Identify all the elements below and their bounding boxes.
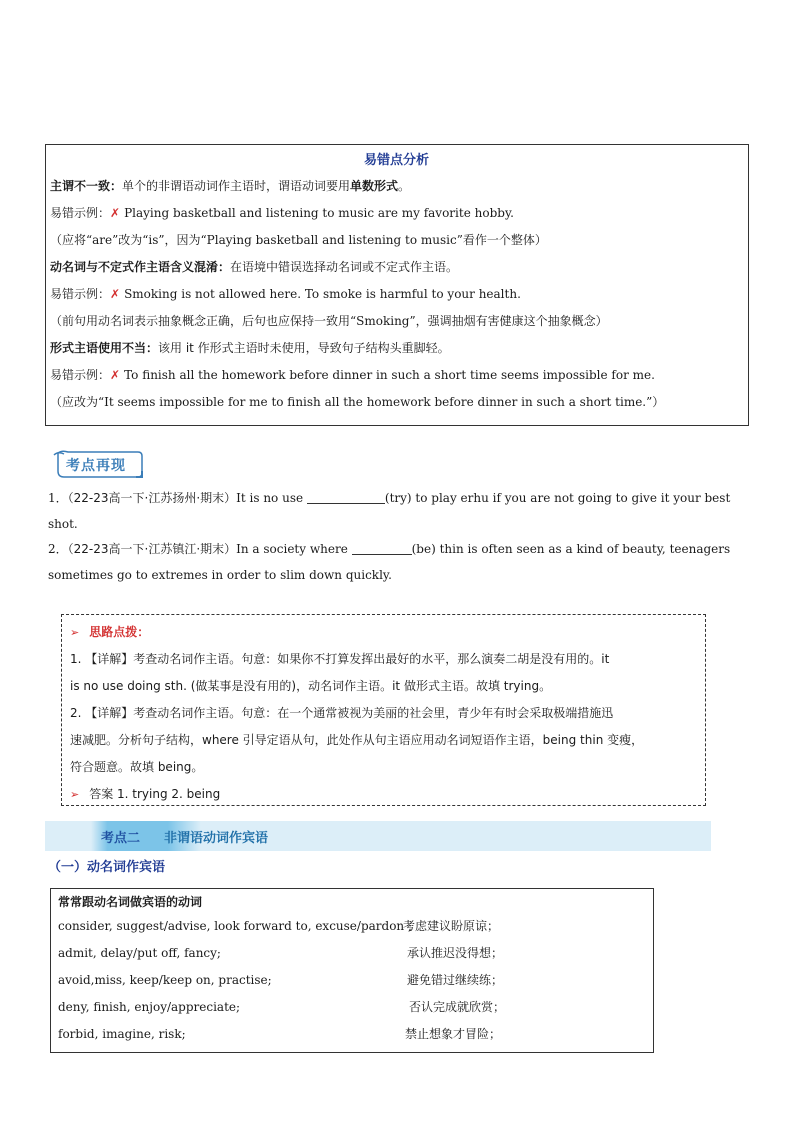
arrow-icon: ➢ [70, 626, 80, 639]
correction-3: （应改为“It seems impossible for me to finish all the homework before dinner in such a short time.”） [50, 395, 665, 409]
question-1-cont: shot. [48, 517, 78, 531]
question-2: 2．（22-23高一下·江苏镇江·期末）In a society where (be) thin is often seen as a kind of beauty, teenagers [48, 542, 731, 556]
answer-line: ➢ 答案 1. trying 2. being [70, 787, 221, 801]
list-item: forbid, imagine, risk; 禁止想象才冒险； [58, 1027, 502, 1041]
subheading: （一）动名词作宾语 [48, 860, 166, 875]
detail-2a: 2. 【详解】考查动名词作主语。句意：在一个通常被视为美丽的社会里，青少年有时会采取极端措施迅 [70, 706, 614, 720]
point-head: 主谓不一致： [50, 179, 123, 193]
answer-blank[interactable] [307, 490, 385, 504]
review-badge [52, 449, 144, 479]
question-2-cont: sometimes go to extremes in order to slim down quickly. [48, 568, 392, 582]
list-item: admit, delay/put off, fancy; 承认推迟没得想； [58, 946, 504, 960]
detail-2b: 速减肥。分析句子结构，where 引导定语从句，此处作从句主语应用动名词短语作主语，being thin 变瘦， [70, 733, 644, 747]
error-analysis-box [45, 144, 749, 426]
arrow-icon: ➢ [70, 788, 80, 801]
verb-table [50, 888, 654, 1053]
tips-box [61, 614, 706, 806]
point-subject-verb: 主谓不一致：单个的非谓语动词作主语时，谓语动词要用单数形式。 [50, 179, 411, 193]
tips-header: ➢ 思路点拨： [70, 625, 150, 639]
list-item: consider, suggest/advise, look forward to, excuse/pardon ; 考虑建议盼原谅； [58, 919, 500, 933]
list-item: deny, finish, enjoy/appreciate; 否认完成就欣赏； [58, 1000, 506, 1014]
correction-1: （应将“are”改为“is”，因为“Playing basketball and listening to music”看作一个整体） [50, 233, 547, 247]
detail-1b: is no use doing sth. (做某事是没有用的)，动名词作主语。it 做形式主语。故填 trying。 [70, 679, 552, 693]
section-title: 非谓语动词作宾语 [164, 831, 269, 846]
correction-2: （前句用动名词表示抽象概念正确，后句也应保持一致用“Smoking”，强调抽烟有害健康这个抽象概念） [50, 314, 608, 328]
detail-2c: 符合题意。故填 being。 [70, 760, 204, 774]
cross-icon: ✗ [110, 368, 121, 382]
point-formal-subject: 形式主语使用不当：该用 it 作形式主语时未使用，导致句子结构头重脚轻。 [50, 341, 450, 355]
badge-label: 考点再现 [66, 458, 126, 474]
cross-icon: ✗ [110, 287, 121, 301]
cross-icon: ✗ [110, 206, 121, 220]
error-example-1: 易错示例：✗ Playing basketball and listening to music are my favorite hobby. [50, 206, 514, 220]
error-example-2: 易错示例：✗ Smoking is not allowed here. To smoke is harmful to your health. [50, 287, 521, 301]
answer-blank[interactable] [352, 541, 412, 555]
point-gerund-infinitive: 动名词与不定式作主语含义混淆：在语境中错误选择动名词或不定式作主语。 [50, 260, 459, 274]
section-tag: 考点二 [101, 831, 141, 846]
verb-table-title: 常常跟动名词做宾语的动词 [58, 895, 203, 909]
list-item: avoid,miss, keep/keep on, practise; 避免错过继续练； [58, 973, 504, 987]
error-example-3: 易错示例：✗ To finish all the homework before dinner in such a short time seems impossible for me. [50, 368, 655, 382]
detail-1a: 1. 【详解】考查动名词作主语。句意：如果你不打算发挥出最好的水平，那么演奏二胡是没有用的。it [70, 652, 610, 666]
section-header [45, 821, 711, 851]
question-1: 1．（22-23高一下·江苏扬州·期末）It is no use (try) to play erhu if you are not going to give it your best [48, 491, 731, 505]
error-analysis-title: 易错点分析 [363, 153, 429, 168]
